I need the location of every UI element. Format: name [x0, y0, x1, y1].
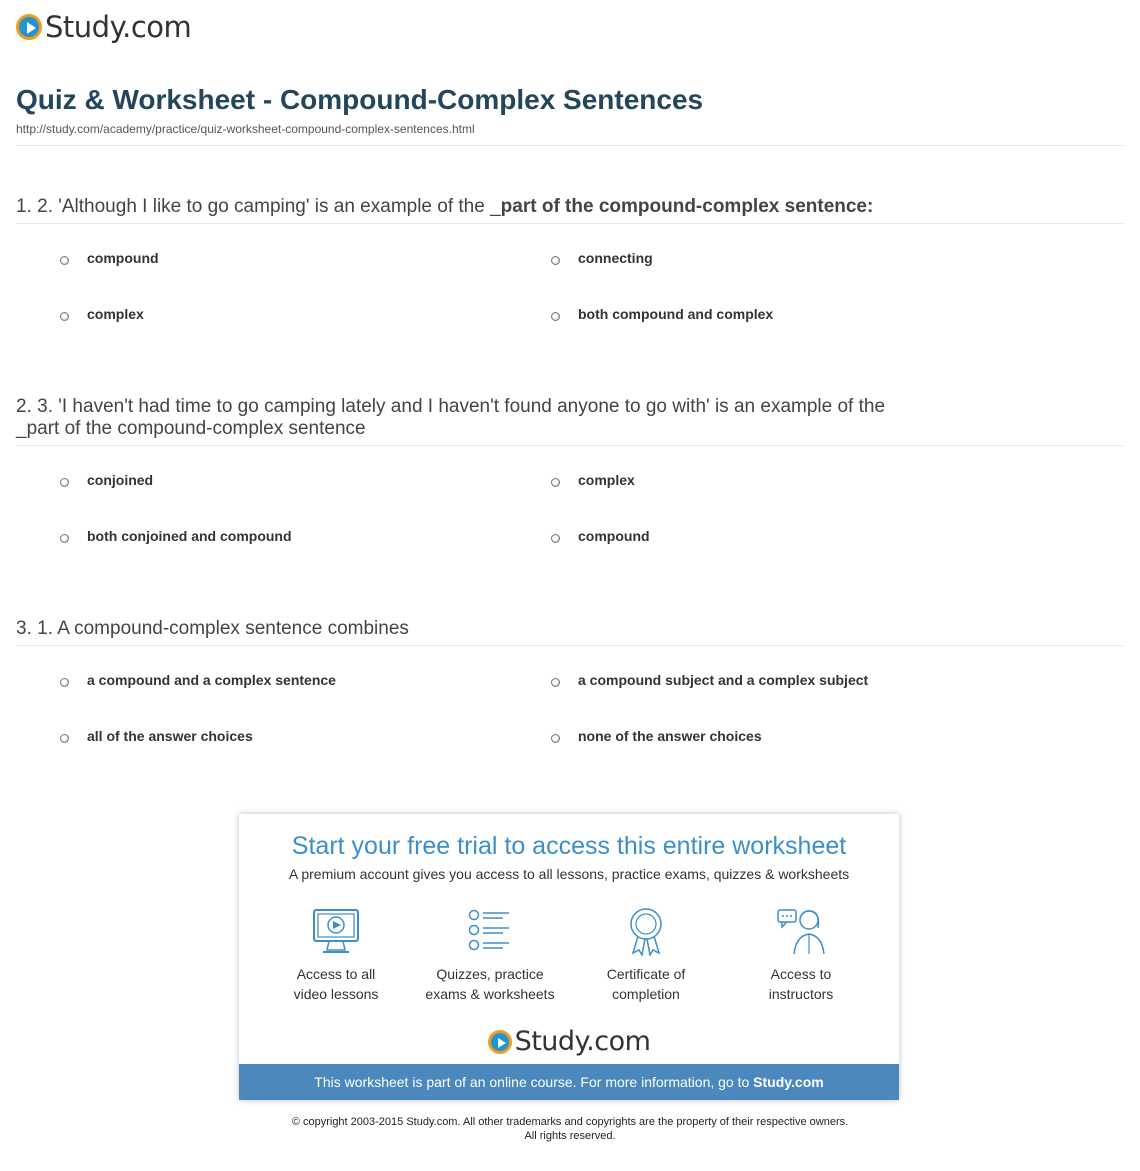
q1-choice-b[interactable] [551, 250, 653, 266]
choice-label: all of the answer choices [87, 728, 253, 744]
choice-label: none of the answer choices [578, 728, 762, 744]
choice-label: conjoined [87, 472, 154, 488]
choice-label: a compound subject and a complex subject [578, 672, 869, 688]
quiz-list-icon [465, 906, 515, 956]
radio-button[interactable] [551, 678, 560, 687]
study-com-link[interactable]: Study.com [753, 1074, 824, 1090]
q2-choice-c[interactable] [60, 528, 292, 544]
q1-choice-d[interactable] [551, 306, 773, 322]
question-2-plain: 2. 3. 'I haven't had time to go camping lately and I haven't found anyone to go with' is an example of the _part of the compound-complex sentence [16, 396, 886, 439]
choice-label: compound [87, 250, 159, 266]
divider [16, 223, 1124, 224]
question-1-bold: part of the compound-complex sentence: [500, 196, 874, 217]
copyright-line: © copyright 2003-2015 Study.com. All other trademarks and copyrights are the property of their respective owners. [291, 1116, 849, 1128]
divider [16, 445, 1124, 446]
feature-label: Access to instructors [768, 966, 834, 1002]
q3-choice-c[interactable] [60, 728, 253, 744]
divider [16, 145, 1124, 146]
study-play-icon [488, 1030, 512, 1054]
radio-button[interactable] [60, 256, 69, 265]
divider [16, 645, 1124, 646]
choice-label: connecting [578, 250, 653, 266]
q2-choice-d[interactable] [551, 528, 650, 544]
radio-button[interactable] [60, 678, 69, 687]
radio-button[interactable] [551, 478, 560, 487]
choice-label: compound [578, 528, 650, 544]
radio-button[interactable] [551, 534, 560, 543]
feature-label: Access to all video lessons [293, 966, 379, 1002]
site-logo[interactable] [16, 10, 191, 44]
feature-certificate [571, 906, 721, 1004]
question-2-text [16, 396, 916, 440]
radio-button[interactable] [551, 256, 560, 265]
q2-choice-a[interactable] [60, 472, 153, 488]
promo-title[interactable]: Start your free trial to access this entire worksheet [291, 832, 847, 860]
logo-text: Study.com [45, 10, 192, 44]
radio-button[interactable] [551, 734, 560, 743]
free-trial-promo[interactable] [239, 814, 899, 1100]
radio-button[interactable] [60, 478, 69, 487]
rights-line: All rights reserved. [524, 1130, 616, 1142]
question-1-text [16, 196, 916, 218]
q1-choice-a[interactable] [60, 250, 159, 266]
question-3-plain: 3. 1. A compound-complex sentence combines [16, 618, 409, 639]
choice-label: complex [87, 306, 144, 322]
choice-label: both conjoined and compound [87, 528, 292, 544]
copyright-footer [0, 1115, 1140, 1143]
choice-label: both compound and complex [578, 306, 774, 322]
q1-choice-c[interactable] [60, 306, 144, 322]
question-1-plain: 1. 2. 'Although I like to go camping' is an example of the _ [16, 196, 501, 217]
video-lesson-icon [311, 906, 361, 956]
feature-label: Quizzes, practice exams & worksheets [425, 966, 555, 1002]
promo-subtitle: A premium account gives you access to all lessons, practice exams, quizzes & worksheets [288, 866, 850, 882]
feature-quizzes [415, 906, 565, 1004]
study-play-icon [16, 14, 42, 40]
choice-label: a compound and a complex sentence [87, 672, 336, 688]
question-3-text [16, 618, 916, 640]
feature-label: Certificate of completion [606, 966, 686, 1002]
promo-bar-text: This worksheet is part of an online course. For more information, go to [314, 1074, 754, 1090]
q3-choice-d[interactable] [551, 728, 762, 744]
logo-text: Study.com [514, 1026, 651, 1057]
choice-label: complex [578, 472, 635, 488]
feature-video-lessons [261, 906, 411, 1004]
feature-instructors [726, 906, 876, 1004]
page-title: Quiz & Worksheet - Compound-Complex Sentences [16, 84, 704, 115]
q2-choice-b[interactable] [551, 472, 635, 488]
radio-button[interactable] [60, 734, 69, 743]
certificate-icon [621, 906, 671, 956]
radio-button[interactable] [60, 534, 69, 543]
page-url: http://study.com/academy/practice/quiz-worksheet-compound-complex-sentences.html [16, 122, 475, 136]
promo-info-bar[interactable] [239, 1064, 899, 1100]
q3-choice-a[interactable] [60, 672, 336, 688]
radio-button[interactable] [60, 312, 69, 321]
instructor-icon [776, 906, 826, 956]
q3-choice-b[interactable] [551, 672, 868, 688]
radio-button[interactable] [551, 312, 560, 321]
promo-logo [239, 1026, 899, 1057]
